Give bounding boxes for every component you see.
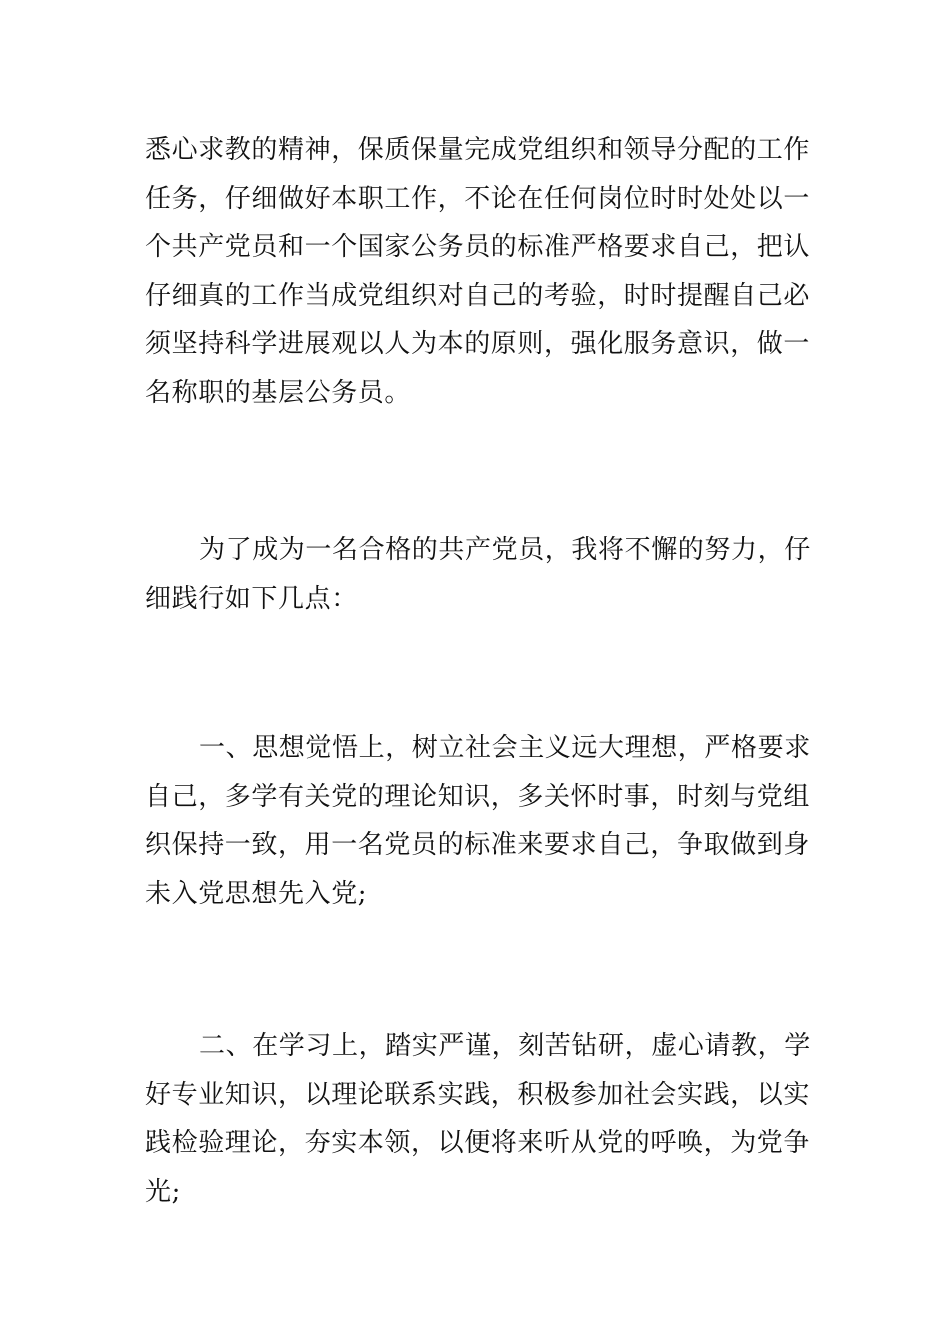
- text-line: 践检验理论，夯实本领，以便将来听从党的呼唤，为党争: [145, 1128, 811, 1158]
- text-line: 未入党思想先入党;: [145, 878, 368, 909]
- text-line: 一、思想觉悟上，树立社会主义远大理想，严格要求: [199, 733, 811, 763]
- paragraph-intro-points: [145, 526, 810, 623]
- paragraph-point-one: [145, 724, 810, 918]
- text-line: 仔细真的工作当成党组织对自己的考验，时时提醒自己必: [145, 280, 811, 311]
- text-line: 光;: [145, 1176, 181, 1207]
- text-line: 细践行如下几点：: [145, 583, 358, 614]
- text-line: 任务，仔细做好本职工作，不论在任何岗位时时处处以一: [145, 183, 811, 214]
- text-line: 为了成为一名合格的共产党员，我将不懈的努力，仔: [199, 535, 811, 565]
- text-line: 名称职的基层公务员。: [145, 377, 412, 408]
- text-line: 自己，多学有关党的理论知识，多关怀时事，时刻与党组: [145, 781, 811, 812]
- text-line: 二、在学习上，踏实严谨，刻苦钻研，虚心请教，学: [199, 1031, 811, 1061]
- paragraph-work-attitude: [145, 126, 810, 417]
- text-line: 织保持一致，用一名党员的标准来要求自己，争取做到身: [145, 830, 811, 860]
- text-line: 悉心求教的精神，保质保量完成党组织和领导分配的工作: [145, 135, 811, 165]
- text-line: 好专业知识，以理论联系实践，积极参加社会实践，以实: [145, 1079, 811, 1110]
- paragraph-point-two: [145, 1022, 810, 1216]
- text-line: 须坚持科学进展观以人为本的原则，强化服务意识，做一: [145, 329, 811, 359]
- text-line: 个共产党员和一个国家公务员的标准严格要求自己，把认: [145, 232, 811, 262]
